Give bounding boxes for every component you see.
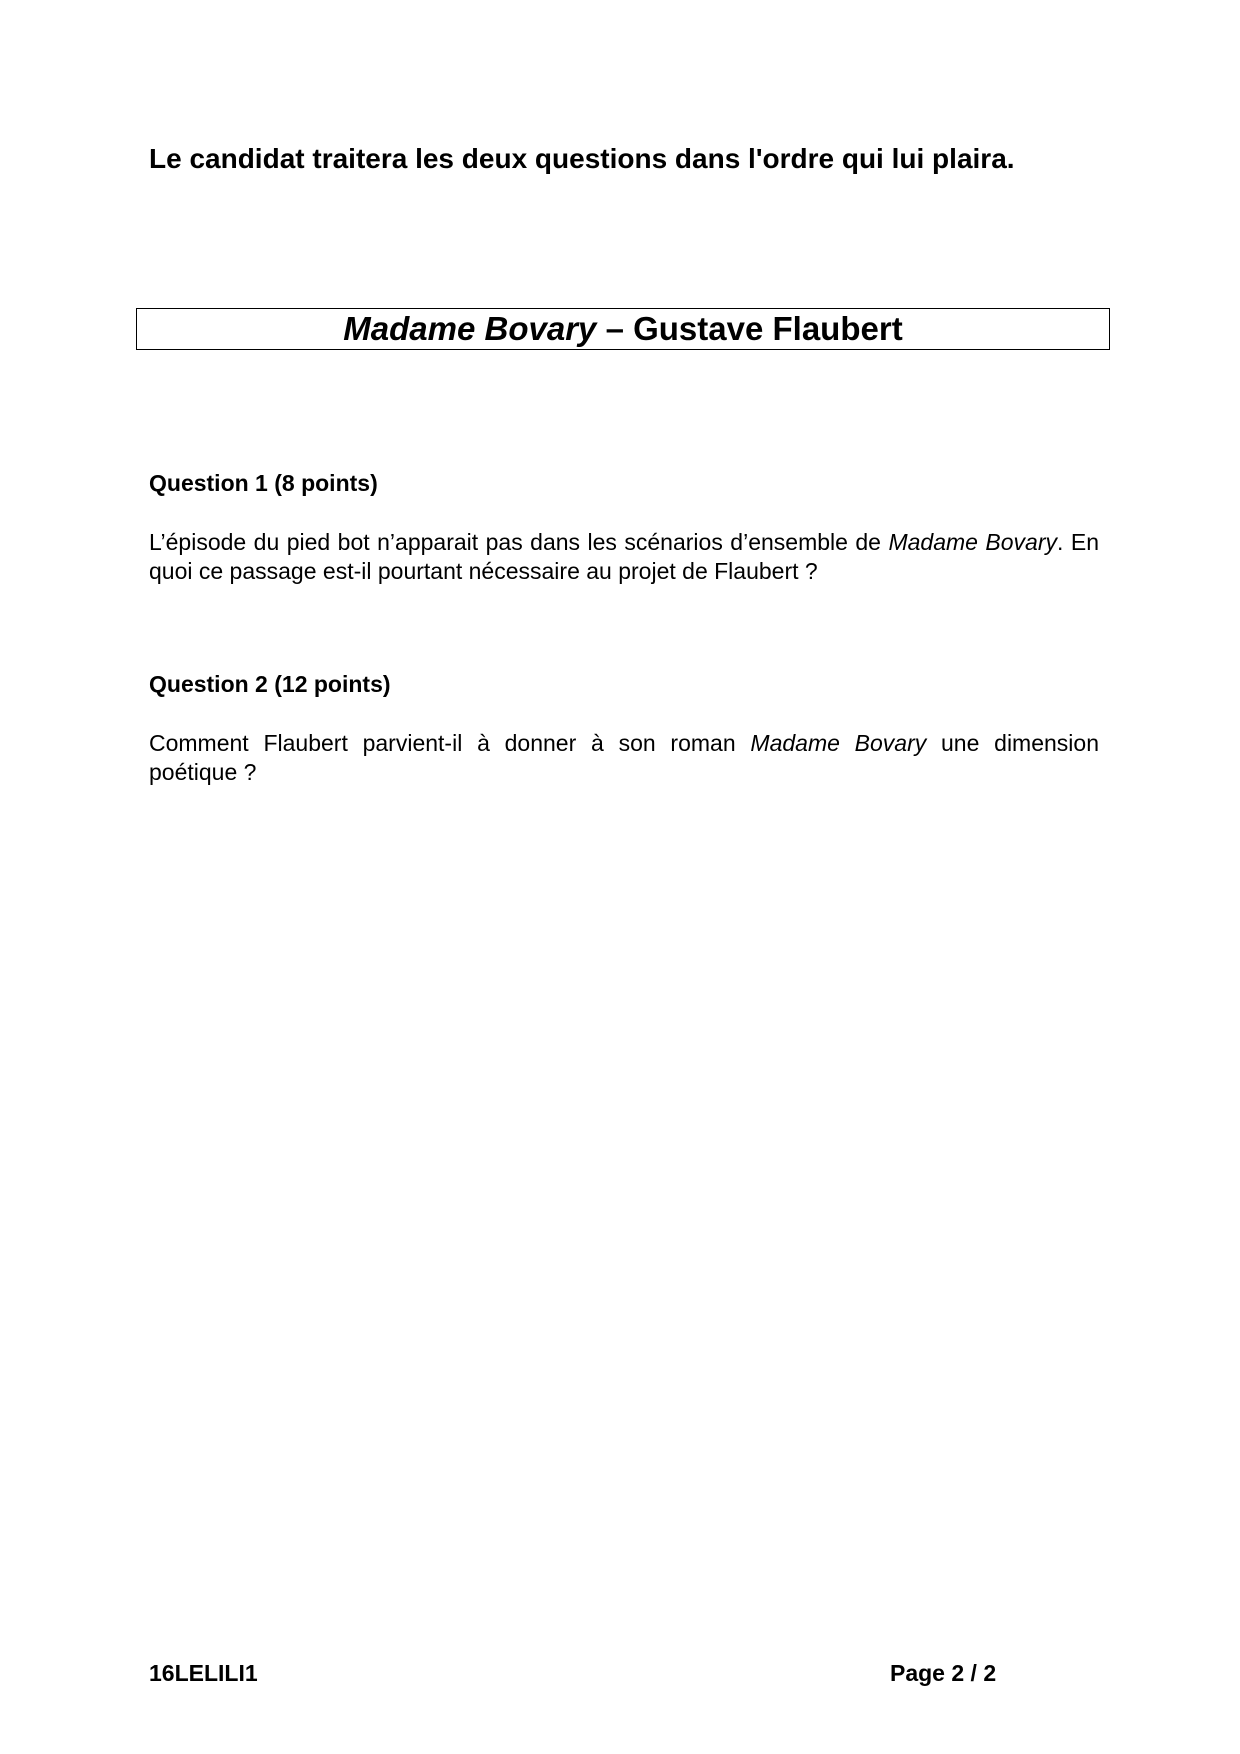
question-1-heading: Question 1 (8 points) xyxy=(149,470,378,496)
question-2-text-start: Comment Flaubert parvient-il à donner à son roman xyxy=(149,730,751,756)
question-1-text-start: L’épisode du pied bot n’apparait pas dans les scénarios d’ensemble de xyxy=(149,529,889,555)
question-1-text xyxy=(149,528,1099,586)
subject-title-box xyxy=(136,308,1110,350)
question-2-text xyxy=(149,729,1099,787)
author-name: Gustave Flaubert xyxy=(633,310,903,347)
question-2 xyxy=(149,670,1099,787)
question-2-text-end: une dimension poétique ? xyxy=(149,730,1099,785)
question-1 xyxy=(149,469,1099,586)
page-number: Page 2 / 2 xyxy=(890,1660,997,1686)
exam-code: 16LELILI1 xyxy=(149,1660,258,1686)
work-title: Madame Bovary xyxy=(343,310,597,347)
question-2-heading: Question 2 (12 points) xyxy=(149,671,391,697)
question-1-work-title: Madame Bovary xyxy=(888,529,1057,555)
question-1-text-end: . En quoi ce passage est-il pourtant nécessaire au projet de Flaubert ? xyxy=(149,529,1099,584)
title-separator: – xyxy=(596,310,634,347)
question-2-work-title: Madame Bovary xyxy=(750,730,927,756)
exam-instruction: Le candidat traitera les deux questions dans l'ordre qui lui plaira. xyxy=(149,143,1015,174)
